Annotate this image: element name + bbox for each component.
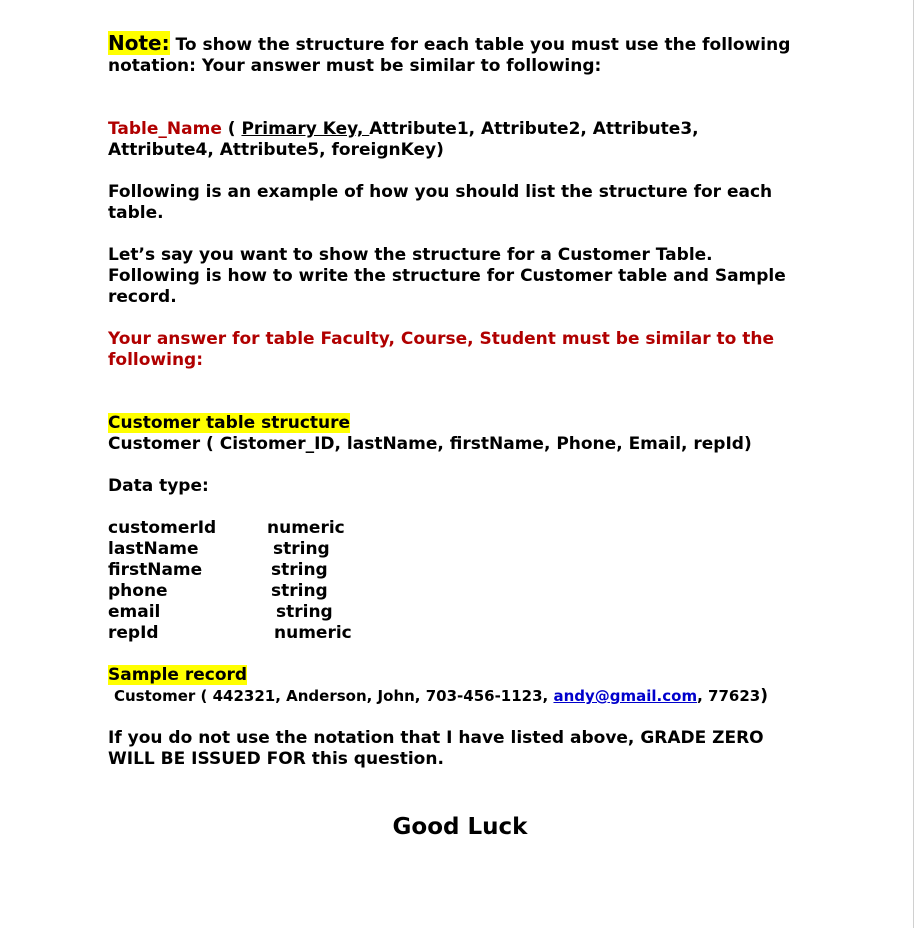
data-type-row: [108, 581, 808, 602]
good-luck-text: Good Luck: [392, 814, 528, 840]
field-type: numeric: [267, 518, 345, 538]
sample-heading: Sample record: [108, 665, 248, 685]
structure-line: Customer ( Cistomer_ID, lastName, firstName, Phone, Email, repId): [108, 434, 752, 454]
notation-open-paren: (: [221, 119, 242, 139]
note-text: To show the structure for each table you must use the following notation: Your answer must be similar to following:: [108, 35, 791, 76]
note-label: Note:: [108, 31, 170, 55]
sample-heading-line: [108, 665, 808, 686]
data-type-row: [108, 602, 808, 623]
customer-intro: Let’s say you want to show the structure for a Customer Table. Following is how to write the structure for Customer table and Sample record.: [108, 245, 786, 307]
data-type-row: [108, 623, 808, 644]
field-type: string: [271, 560, 328, 580]
data-type-row: [108, 560, 808, 581]
notation-attributes: Attribute1, Attribute2, Attribute3, Attribute4, Attribute5, foreignKey): [108, 119, 699, 160]
field-name: lastName: [108, 539, 199, 559]
sample-close-paren: ): [760, 686, 768, 706]
field-type: numeric: [274, 623, 352, 643]
field-name: firstName: [108, 560, 203, 580]
sample-suffix: , 77623: [697, 687, 761, 705]
notation-paragraph: [108, 119, 808, 161]
red-instruction: Your answer for table Faculty, Course, Student must be similar to the following:: [108, 329, 774, 370]
data-type-row: [108, 518, 808, 539]
data-type-row: [108, 539, 808, 560]
field-name: customerId: [108, 518, 217, 538]
field-name: phone: [108, 581, 168, 601]
field-name: repId: [108, 623, 159, 643]
example-intro: Following is an example of how you should list the structure for each table.: [108, 182, 773, 223]
structure-heading: Customer table structure: [108, 413, 351, 433]
field-type: string: [271, 581, 328, 601]
page-edge: [913, 0, 914, 928]
sample-email-link[interactable]: andy@gmail.com: [553, 687, 698, 705]
field-type: string: [276, 602, 333, 622]
table-name-label: Table_Name: [108, 119, 222, 139]
field-type: string: [273, 539, 330, 559]
data-type-heading: Data type:: [108, 476, 209, 496]
sample-record: [108, 686, 808, 707]
sample-prefix: Customer ( 442321, Anderson, John, 703-456-1123,: [114, 687, 554, 705]
note-paragraph: [108, 33, 808, 77]
warning-paragraph: If you do not use the notation that I have listed above, GRADE ZERO WILL BE ISSUED FOR this question.: [108, 728, 764, 769]
primary-key-label: Primary Key,: [241, 119, 370, 139]
structure-heading-line: [108, 413, 808, 434]
document-body: [108, 33, 808, 770]
field-name: email: [108, 602, 161, 622]
data-type-list: [108, 518, 808, 644]
